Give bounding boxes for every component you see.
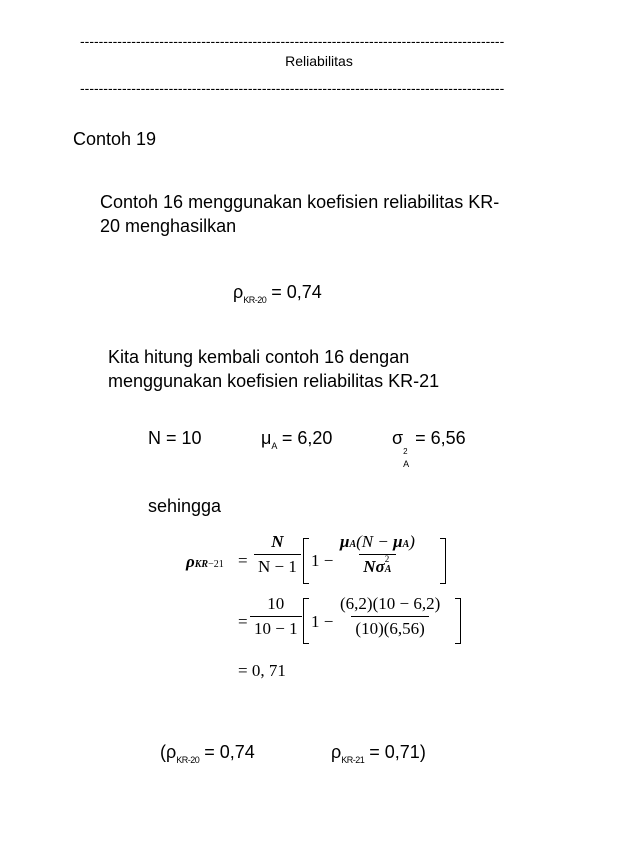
- sehingga-label: sehingga: [148, 496, 222, 516]
- kr21-lhs: [186, 552, 224, 572]
- frac1-denominator: [254, 554, 301, 577]
- kr21-sub-kr: KR: [194, 559, 209, 570]
- equals-2: =: [238, 612, 248, 631]
- result-line: = 0, 71: [238, 661, 286, 680]
- bracket-left-2: [303, 598, 309, 644]
- para2-line1: Kita hitung kembali contoh 16 dengan: [108, 347, 410, 367]
- frac1-numerator: N: [271, 532, 284, 551]
- summary-rho2: ρ: [331, 742, 342, 762]
- given-mu: [261, 426, 332, 453]
- kr20-subscript: KR-20: [243, 295, 267, 305]
- bracket-right-1: [440, 538, 446, 584]
- sigma-superscript: 2: [403, 447, 408, 456]
- mu-value: = 6,20: [276, 428, 333, 448]
- frac2-mu-sub: A: [349, 539, 357, 550]
- rho-kr20-equation: [233, 280, 322, 307]
- fraction-10-over-9: [250, 594, 302, 639]
- frac2-close: ): [409, 532, 415, 551]
- frac2-numerator: [336, 532, 419, 554]
- l2-frac2-denominator: (10)(6,56): [351, 616, 428, 639]
- equals-1: =: [238, 551, 248, 570]
- one-minus-2: 1 −: [311, 612, 334, 631]
- frac2-den-n: N: [363, 557, 376, 576]
- frac2-den-sub: A: [384, 564, 392, 575]
- frac2-mu2: μ: [393, 532, 403, 551]
- l2-frac1-denominator: 10 − 1: [250, 616, 302, 639]
- bracket-right-2: [455, 598, 461, 644]
- sigma-value: = 6,56: [410, 428, 466, 448]
- sigma-symbol: σ: [392, 428, 404, 448]
- bracket-left-1: [303, 538, 309, 584]
- frac2-den-sup: 2: [384, 554, 390, 564]
- frac1-denominator-text: N − 1: [258, 557, 297, 576]
- rho-kr21-symbol: ρ: [186, 552, 195, 571]
- section-title: Contoh 19: [73, 129, 157, 149]
- frac2-mu2-sub: A: [402, 539, 410, 550]
- fraction-n-over-n-minus-1: [254, 532, 301, 577]
- header-rule-bottom: -------------------------------------------------------------------------------------------: [80, 80, 505, 96]
- summary-kr20: [160, 740, 255, 767]
- summary-kr20-value: = 0,74: [199, 742, 255, 762]
- frac2-paren: (N −: [356, 532, 394, 551]
- l2-frac1-numerator: 10: [267, 594, 285, 613]
- summary-kr21-sub: KR-21: [341, 755, 365, 765]
- rho-symbol: ρ: [233, 282, 244, 302]
- summary-kr21-value: = 0,71): [364, 742, 426, 762]
- fraction-numeric: [336, 594, 444, 639]
- fraction-mu-term: [336, 532, 419, 577]
- header-rule-top: -------------------------------------------------------------------------------------------: [80, 33, 505, 49]
- para1-line2: 20 menghasilkan: [100, 216, 237, 236]
- one-minus-1: 1 −: [311, 551, 334, 570]
- mu-symbol: μ: [261, 428, 272, 448]
- summary-kr20-sub: KR-20: [176, 755, 200, 765]
- mu-subscript: A: [271, 441, 277, 451]
- given-n: N = 10: [148, 428, 202, 448]
- l2-frac2-numerator: (6,2)(10 − 6,2): [340, 594, 441, 613]
- frac2-denominator: [359, 554, 395, 577]
- para2-line2: menggunakan koefisien reliabilitas KR-21: [108, 371, 440, 391]
- frac2-den-sigma: σ: [375, 557, 385, 576]
- sigma-subscript: A: [403, 459, 409, 469]
- given-sigma: [392, 426, 466, 469]
- kr21-sub-21: −21: [208, 559, 224, 570]
- header-title: Reliabilitas: [285, 53, 353, 69]
- summary-open-rho: (ρ: [160, 742, 177, 762]
- summary-kr21: [331, 740, 426, 767]
- frac2-mu: μ: [340, 532, 350, 551]
- para1-line1: Contoh 16 menggunakan koefisien reliabilitas KR-: [100, 192, 500, 212]
- rho-kr20-value: = 0,74: [266, 282, 322, 302]
